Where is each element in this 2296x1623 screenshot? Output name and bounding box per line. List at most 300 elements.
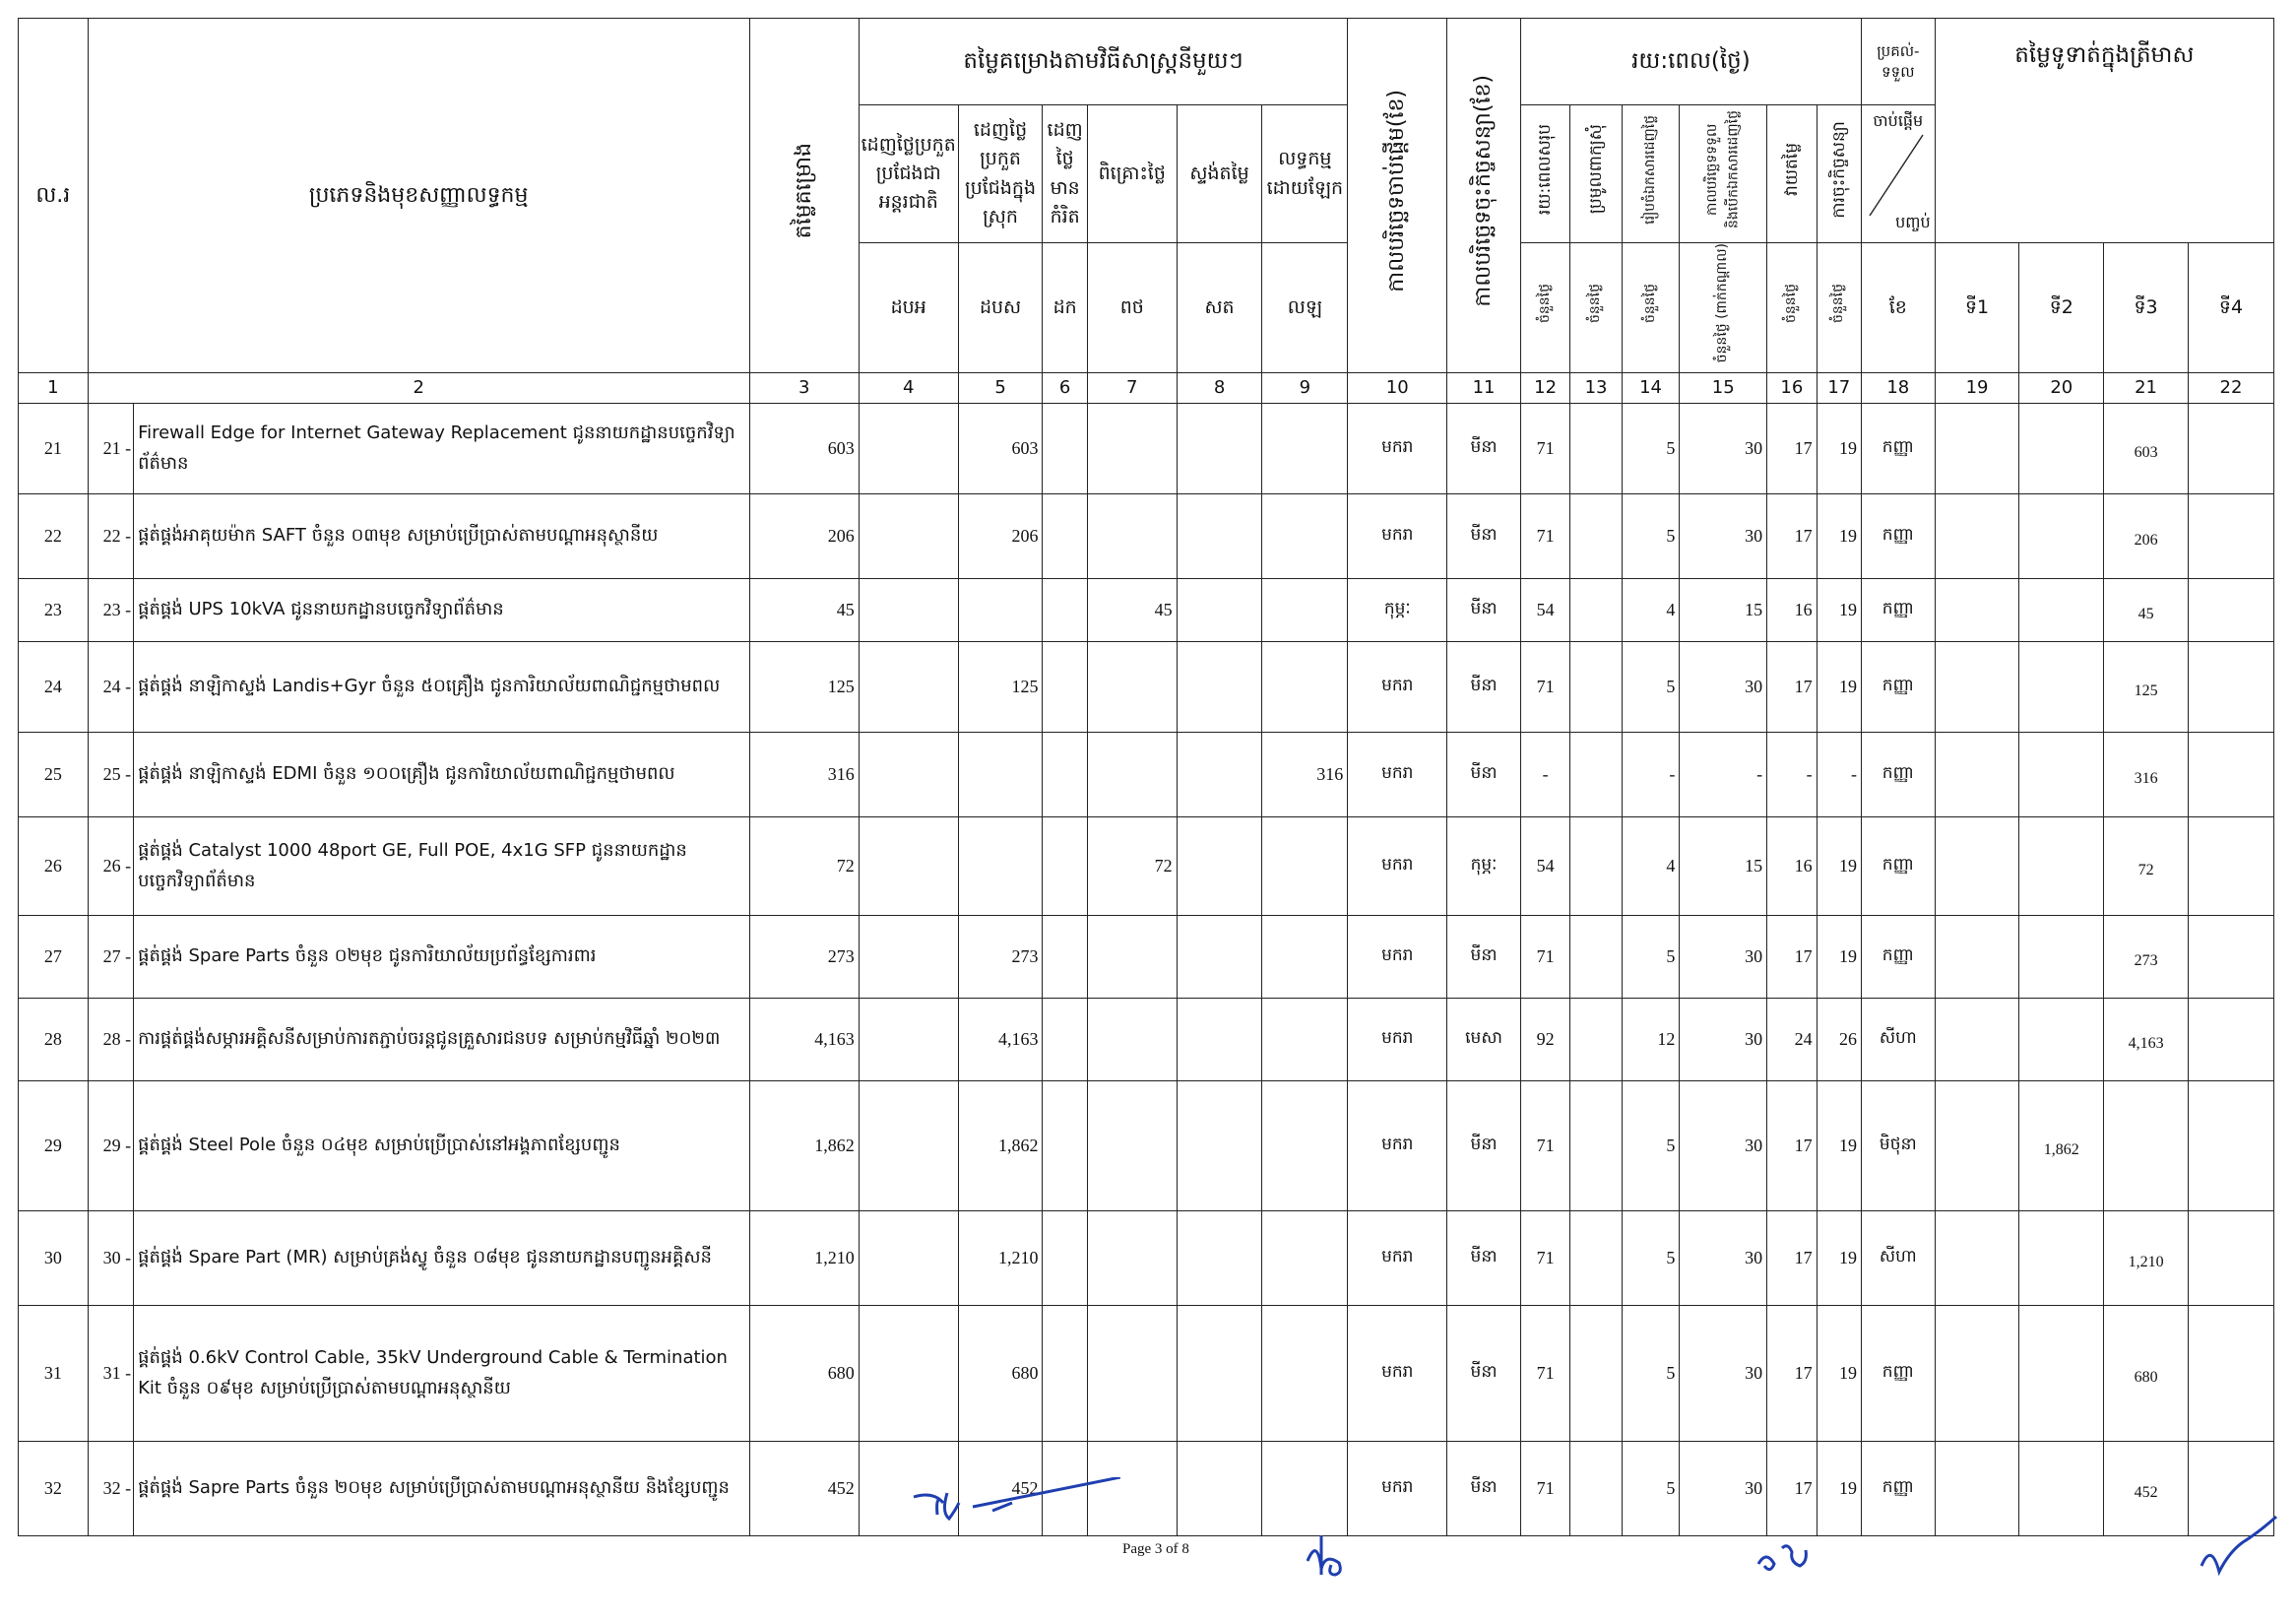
- col-estimate-header: តម្លៃគម្រោង: [749, 19, 859, 373]
- cell-d2: [1570, 1211, 1622, 1306]
- column-number: 2: [88, 373, 749, 404]
- cell-d1: 71: [1520, 1211, 1569, 1306]
- cell-m6: [1262, 1442, 1348, 1536]
- table-row: [19, 404, 2274, 494]
- column-number: 22: [2188, 373, 2273, 404]
- cell-sub: 27 -: [88, 916, 133, 999]
- cell-q3: 316: [2104, 733, 2189, 817]
- cell-q3: 72: [2104, 817, 2189, 916]
- col-methods-header: តម្លៃគម្រោងតាមវិធីសាស្ត្រនីមួយៗ: [859, 19, 1348, 105]
- cell-d5: 17: [1767, 642, 1817, 733]
- cell-m4: [1087, 1081, 1177, 1211]
- column-number-row: [19, 373, 2274, 404]
- cell-d3: 5: [1622, 1081, 1680, 1211]
- cell-d4: -: [1680, 733, 1767, 817]
- column-number: 19: [1935, 373, 2019, 404]
- abbr-survey: សត: [1177, 243, 1262, 373]
- cell-d4: 30: [1680, 494, 1767, 579]
- cell-start: មករា: [1348, 733, 1447, 817]
- cell-recv: កញ្ញា: [1861, 1306, 1935, 1442]
- cell-start: មករា: [1348, 1306, 1447, 1442]
- cell-q1: [1935, 999, 2019, 1081]
- method-direct-contract: លទ្ធកម្មដោយឡែក: [1262, 105, 1348, 243]
- cell-estimate: 603: [749, 404, 859, 494]
- cell-contract: កុម្ភៈ: [1447, 817, 1521, 916]
- cell-q2: [2019, 1306, 2104, 1442]
- cell-sub: 22 -: [88, 494, 133, 579]
- cell-m3: [1043, 1211, 1087, 1306]
- table-row: [19, 494, 2274, 579]
- cell-no: 24: [19, 642, 89, 733]
- receive-end-label: បញ្ចប់: [1895, 212, 1931, 231]
- cell-sub: 21 -: [88, 404, 133, 494]
- cell-desc: ផ្គត់ផ្គង់ 0.6kV Control Cable, 35kV Underground Cable & Termination Kit ចំនួន ០៩មុខ សម្រាប់ប្រើប្រាស់តាមបណ្តាអនុស្ថានីយ: [134, 1306, 750, 1442]
- column-number: 7: [1087, 373, 1177, 404]
- cell-d4: 30: [1680, 999, 1767, 1081]
- cell-d1: -: [1520, 733, 1569, 817]
- cell-m2: 680: [958, 1306, 1043, 1442]
- cell-m4: [1087, 733, 1177, 817]
- cell-m5: [1177, 642, 1262, 733]
- cell-contract: មេសា: [1447, 999, 1521, 1081]
- cell-d5: 16: [1767, 817, 1817, 916]
- cell-no: 26: [19, 817, 89, 916]
- cell-d1: 71: [1520, 916, 1569, 999]
- cell-q2: [2019, 1442, 2104, 1536]
- column-number: 3: [749, 373, 859, 404]
- cell-no: 31: [19, 1306, 89, 1442]
- cell-estimate: 452: [749, 1442, 859, 1536]
- table-body: [19, 404, 2274, 1536]
- cell-start: មករា: [1348, 999, 1447, 1081]
- procurement-plan-sheet: [18, 18, 2274, 1503]
- column-number: 11: [1447, 373, 1521, 404]
- cell-no: 23: [19, 579, 89, 642]
- cell-no: 30: [19, 1211, 89, 1306]
- cell-d6: 19: [1817, 494, 1861, 579]
- cell-q1: [1935, 817, 2019, 916]
- cell-m6: [1262, 1306, 1348, 1442]
- receive-unit: ខែ: [1861, 243, 1935, 373]
- cell-m4: [1087, 642, 1177, 733]
- cell-q4: [2188, 642, 2273, 733]
- cell-contract: មីនា: [1447, 642, 1521, 733]
- cell-d1: 71: [1520, 642, 1569, 733]
- column-number: 15: [1680, 373, 1767, 404]
- cell-m1: [859, 999, 958, 1081]
- cell-d4: 30: [1680, 642, 1767, 733]
- cell-q4: [2188, 1081, 2273, 1211]
- cell-start: មករា: [1348, 916, 1447, 999]
- col-type-header: ប្រភេទនិងមុខសញ្ញាលទ្ធកម្ម: [88, 19, 749, 373]
- cell-d4: 30: [1680, 916, 1767, 999]
- cell-d6: 26: [1817, 999, 1861, 1081]
- unit-open-bid: ចំនួនថ្ងៃ (ពាក់កណ្តាល): [1680, 243, 1767, 373]
- cell-q1: [1935, 642, 2019, 733]
- column-number: 1: [19, 373, 89, 404]
- abbr-international: ដបអ: [859, 243, 958, 373]
- cell-d3: 5: [1622, 494, 1680, 579]
- cell-q2: [2019, 817, 2104, 916]
- cell-recv: កញ្ញា: [1861, 817, 1935, 916]
- cell-m2: [958, 817, 1043, 916]
- unit-prepare: ចំនួនថ្ងៃ: [1622, 243, 1680, 373]
- cell-m1: [859, 817, 958, 916]
- cell-recv: សីហា: [1861, 1211, 1935, 1306]
- cell-contract: មីនា: [1447, 916, 1521, 999]
- cell-d6: 19: [1817, 817, 1861, 916]
- cell-d2: [1570, 642, 1622, 733]
- cell-recv: កញ្ញា: [1861, 1442, 1935, 1536]
- cell-m4: 72: [1087, 817, 1177, 916]
- cell-desc: ផ្គត់ផ្គង់ Spare Part (MR) សម្រាប់គ្រង់ស្វូ ចំនួន ០៨មុខ ជូននាយកដ្ឋានបញ្ជូនអគ្គិសនី: [134, 1211, 750, 1306]
- cell-d3: 4: [1622, 579, 1680, 642]
- cell-q4: [2188, 404, 2273, 494]
- cell-q3: 452: [2104, 1442, 2189, 1536]
- col-start-month-header: កាលបរិច្ឆេទចាប់ផ្តើម(ខែ): [1348, 19, 1447, 373]
- duration-total: រយ:ពេលសរុប: [1520, 105, 1569, 243]
- cell-sub: 24 -: [88, 642, 133, 733]
- cell-desc: ផ្គត់ផ្គង់ នាឡិកាស្ទង់ EDMI ចំនួន ១០០គ្រឿង ជូនការិយាល័យពាណិជ្ជកម្មថាមពល: [134, 733, 750, 817]
- cell-m5: [1177, 579, 1262, 642]
- col-receive-header: ប្រគល់-ទទួល: [1861, 19, 1935, 105]
- method-consultation: ពិគ្រោះថ្លៃ: [1087, 105, 1177, 243]
- cell-q4: [2188, 733, 2273, 817]
- cell-m1: [859, 1306, 958, 1442]
- abbr-limited: ដក: [1043, 243, 1087, 373]
- cell-d1: 71: [1520, 1081, 1569, 1211]
- cell-d6: 19: [1817, 916, 1861, 999]
- cell-q3: 273: [2104, 916, 2189, 999]
- cell-d1: 54: [1520, 817, 1569, 916]
- receive-start-end: [1861, 105, 1935, 243]
- cell-d6: 19: [1817, 1306, 1861, 1442]
- cell-m5: [1177, 999, 1262, 1081]
- cell-m1: [859, 404, 958, 494]
- cell-m5: [1177, 733, 1262, 817]
- cell-contract: មីនា: [1447, 1306, 1521, 1442]
- column-number: 5: [958, 373, 1043, 404]
- cell-d5: 17: [1767, 916, 1817, 999]
- cell-d6: 19: [1817, 1081, 1861, 1211]
- table-row: [19, 999, 2274, 1081]
- cell-start: មករា: [1348, 1081, 1447, 1211]
- cell-q1: [1935, 916, 2019, 999]
- table-row: [19, 916, 2274, 999]
- cell-m5: [1177, 1442, 1262, 1536]
- cell-d2: [1570, 1081, 1622, 1211]
- cell-m1: [859, 1081, 958, 1211]
- cell-m1: [859, 494, 958, 579]
- cell-estimate: 125: [749, 642, 859, 733]
- table-row: [19, 817, 2274, 916]
- cell-d6: 19: [1817, 404, 1861, 494]
- cell-m1: [859, 1211, 958, 1306]
- cell-q4: [2188, 1211, 2273, 1306]
- cell-desc: ផ្គត់ផ្គង់ Catalyst 1000 48port GE, Full POE, 4x1G SFP ជូននាយកដ្ឋានបច្ចេកវិទ្យាព័ត៌មាន: [134, 817, 750, 916]
- cell-q4: [2188, 494, 2273, 579]
- cell-m1: [859, 916, 958, 999]
- duration-sign: ការចុះកិច្ចសន្យា: [1817, 105, 1861, 243]
- cell-q2: [2019, 999, 2104, 1081]
- cell-d2: [1570, 1442, 1622, 1536]
- cell-m5: [1177, 916, 1262, 999]
- cell-m6: [1262, 1081, 1348, 1211]
- cell-q1: [1935, 404, 2019, 494]
- cell-m2: 125: [958, 642, 1043, 733]
- method-national-bid: ដេញថ្លៃប្រកួតប្រជែងក្នុងស្រុក: [958, 105, 1043, 243]
- col-no-header: ល.រ: [19, 19, 89, 373]
- cell-m3: [1043, 579, 1087, 642]
- cell-q2: [2019, 1211, 2104, 1306]
- cell-q2: [2019, 916, 2104, 999]
- cell-desc: ផ្គត់ផ្គង់ នាឡិកាស្ទង់ Landis+Gyr ចំនួន ៥០គ្រឿង ជូនការិយាល័យពាណិជ្ជកម្មថាមពល: [134, 642, 750, 733]
- cell-d3: 5: [1622, 642, 1680, 733]
- cell-q3: 206: [2104, 494, 2189, 579]
- cell-m3: [1043, 642, 1087, 733]
- cell-m5: [1177, 1211, 1262, 1306]
- quarter-4: ទី4: [2188, 243, 2273, 373]
- duration-evaluate: វាយតម្លៃ: [1767, 105, 1817, 243]
- cell-m6: [1262, 1211, 1348, 1306]
- table-row: [19, 1306, 2274, 1442]
- cell-estimate: 45: [749, 579, 859, 642]
- cell-no: 22: [19, 494, 89, 579]
- cell-q2: [2019, 579, 2104, 642]
- cell-desc: ផ្គត់ផ្គង់ Spare Parts ចំនួន ០២មុខ ជូនការិយាល័យប្រព័ន្ធខ្សែការពារ: [134, 916, 750, 999]
- cell-no: 27: [19, 916, 89, 999]
- cell-recv: កញ្ញា: [1861, 642, 1935, 733]
- cell-q3: 1,210: [2104, 1211, 2189, 1306]
- cell-start: មករា: [1348, 404, 1447, 494]
- cell-m6: [1262, 817, 1348, 916]
- cell-d4: 30: [1680, 404, 1767, 494]
- cell-sub: 29 -: [88, 1081, 133, 1211]
- col-contract-month-header: កាលបរិច្ឆេទចុះកិច្ចសន្យា(ខែ): [1447, 19, 1521, 373]
- cell-q3: 125: [2104, 642, 2189, 733]
- duration-open-bid: កាលបរិច្ឆេទទទួលនិងបើកឯកសារដេញថ្លៃ: [1680, 105, 1767, 243]
- method-limited-bid: ដេញថ្លៃមានកំរិត: [1043, 105, 1087, 243]
- cell-q3: [2104, 1081, 2189, 1211]
- page-number: Page 3 of 8: [1122, 1541, 1189, 1557]
- column-number: 10: [1348, 373, 1447, 404]
- cell-m1: [859, 733, 958, 817]
- cell-m3: [1043, 999, 1087, 1081]
- signature-initial-2: [1300, 1531, 1359, 1581]
- cell-no: 21: [19, 404, 89, 494]
- cell-d2: [1570, 579, 1622, 642]
- cell-estimate: 72: [749, 817, 859, 916]
- cell-d1: 71: [1520, 1442, 1569, 1536]
- cell-contract: មីនា: [1447, 494, 1521, 579]
- cell-q1: [1935, 579, 2019, 642]
- cell-m6: [1262, 642, 1348, 733]
- column-number: 4: [859, 373, 958, 404]
- unit-collect: ចំនួនថ្ងៃ: [1570, 243, 1622, 373]
- cell-sub: 30 -: [88, 1211, 133, 1306]
- table-row: [19, 1081, 2274, 1211]
- cell-recv: មិថុនា: [1861, 1081, 1935, 1211]
- cell-m3: [1043, 494, 1087, 579]
- cell-desc: ផ្គត់ផ្គង់អាគុយម៉ាក SAFT ចំនួន ០៣មុខ សម្រាប់ប្រើប្រាស់តាមបណ្តាអនុស្ថានីយ: [134, 494, 750, 579]
- cell-estimate: 680: [749, 1306, 859, 1442]
- cell-m6: 316: [1262, 733, 1348, 817]
- column-number: 8: [1177, 373, 1262, 404]
- signature-initial-3: [1753, 1536, 1821, 1581]
- cell-recv: កញ្ញា: [1861, 579, 1935, 642]
- cell-sub: 23 -: [88, 579, 133, 642]
- column-number: 6: [1043, 373, 1087, 404]
- cell-d6: 19: [1817, 579, 1861, 642]
- cell-m6: [1262, 404, 1348, 494]
- cell-d5: 17: [1767, 1306, 1817, 1442]
- cell-q4: [2188, 817, 2273, 916]
- column-number: 18: [1861, 373, 1935, 404]
- cell-sub: 26 -: [88, 817, 133, 916]
- abbr-direct: លឡ: [1262, 243, 1348, 373]
- method-international-bid: ដេញថ្លៃប្រកួតប្រជែងជាអន្តរជាតិ: [859, 105, 958, 243]
- cell-start: មករា: [1348, 817, 1447, 916]
- cell-no: 25: [19, 733, 89, 817]
- cell-sub: 31 -: [88, 1306, 133, 1442]
- cell-start: មករា: [1348, 1442, 1447, 1536]
- cell-desc: Firewall Edge for Internet Gateway Replacement ជូននាយកដ្ឋានបច្ចេកវិទ្យាព័ត៌មាន: [134, 404, 750, 494]
- signature-initial-1: [904, 1477, 1120, 1546]
- cell-q3: 603: [2104, 404, 2189, 494]
- cell-m3: [1043, 1081, 1087, 1211]
- cell-m2: 1,862: [958, 1081, 1043, 1211]
- cell-d5: 24: [1767, 999, 1817, 1081]
- cell-d6: 19: [1817, 1442, 1861, 1536]
- column-number: 9: [1262, 373, 1348, 404]
- cell-m3: [1043, 916, 1087, 999]
- cell-sub: 32 -: [88, 1442, 133, 1536]
- duration-prepare: រៀបចំឯកសារដេញថ្លៃ: [1622, 105, 1680, 243]
- cell-d1: 71: [1520, 494, 1569, 579]
- method-price-survey: ស្ទង់តម្លៃ: [1177, 105, 1262, 243]
- cell-q2: 1,862: [2019, 1081, 2104, 1211]
- col-payment-header: តម្លៃទូទាត់ក្នុងត្រីមាស: [1935, 19, 2273, 243]
- cell-d4: 30: [1680, 1081, 1767, 1211]
- cell-d5: 17: [1767, 404, 1817, 494]
- col-duration-header: រយ:ពេល(ថ្ងៃ): [1520, 19, 1861, 105]
- cell-desc: ផ្គត់ផ្គង់ Steel Pole ចំនួន ០៤មុខ សម្រាប់ប្រើប្រាស់នៅអង្គភាពខ្សែបញ្ជូន: [134, 1081, 750, 1211]
- cell-d2: [1570, 999, 1622, 1081]
- cell-estimate: 273: [749, 916, 859, 999]
- cell-recv: កញ្ញា: [1861, 404, 1935, 494]
- cell-m5: [1177, 817, 1262, 916]
- cell-m2: [958, 579, 1043, 642]
- cell-contract: មីនា: [1447, 733, 1521, 817]
- cell-d4: 30: [1680, 1306, 1767, 1442]
- cell-start: មករា: [1348, 1211, 1447, 1306]
- cell-d6: 19: [1817, 642, 1861, 733]
- cell-m5: [1177, 1306, 1262, 1442]
- cell-m3: [1043, 404, 1087, 494]
- abbr-national: ដបស: [958, 243, 1043, 373]
- cell-start: មករា: [1348, 494, 1447, 579]
- cell-d3: 4: [1622, 817, 1680, 916]
- cell-estimate: 1,862: [749, 1081, 859, 1211]
- quarter-1: ទី1: [1935, 243, 2019, 373]
- cell-q1: [1935, 1442, 2019, 1536]
- cell-m4: 45: [1087, 579, 1177, 642]
- cell-d3: -: [1622, 733, 1680, 817]
- cell-m4: [1087, 1211, 1177, 1306]
- cell-d1: 71: [1520, 404, 1569, 494]
- cell-m2: 273: [958, 916, 1043, 999]
- cell-q1: [1935, 1211, 2019, 1306]
- column-number: 17: [1817, 373, 1861, 404]
- cell-d3: 5: [1622, 1211, 1680, 1306]
- cell-d3: 12: [1622, 999, 1680, 1081]
- cell-q4: [2188, 1306, 2273, 1442]
- cell-estimate: 1,210: [749, 1211, 859, 1306]
- cell-d4: 15: [1680, 579, 1767, 642]
- cell-m4: [1087, 999, 1177, 1081]
- cell-contract: មីនា: [1447, 579, 1521, 642]
- cell-q4: [2188, 999, 2273, 1081]
- cell-recv: សីហា: [1861, 999, 1935, 1081]
- cell-contract: មីនា: [1447, 1442, 1521, 1536]
- cell-m6: [1262, 916, 1348, 999]
- cell-m6: [1262, 579, 1348, 642]
- cell-m1: [859, 642, 958, 733]
- unit-total: ចំនួនថ្ងៃ: [1520, 243, 1569, 373]
- cell-m4: [1087, 494, 1177, 579]
- cell-d1: 54: [1520, 579, 1569, 642]
- cell-d5: 17: [1767, 1442, 1817, 1536]
- table-row: [19, 642, 2274, 733]
- cell-sub: 28 -: [88, 999, 133, 1081]
- cell-m2: 4,163: [958, 999, 1043, 1081]
- cell-m6: [1262, 999, 1348, 1081]
- unit-sign: ចំនួនថ្ងៃ: [1817, 243, 1861, 373]
- cell-d2: [1570, 494, 1622, 579]
- cell-m5: [1177, 1081, 1262, 1211]
- cell-contract: មីនា: [1447, 1211, 1521, 1306]
- cell-q3: 45: [2104, 579, 2189, 642]
- quarter-2: ទី2: [2019, 243, 2104, 373]
- column-number: 14: [1622, 373, 1680, 404]
- cell-desc: ការផ្គត់ផ្គង់សម្ភារអគ្គិសនីសម្រាប់ការតភ្ជាប់ចរន្តជូនគ្រួសារជនបទ សម្រាប់កម្មវិធីឆ្នាំ ២០២៣: [134, 999, 750, 1081]
- cell-m3: [1043, 733, 1087, 817]
- cell-d5: 16: [1767, 579, 1817, 642]
- column-number: 12: [1520, 373, 1569, 404]
- cell-q3: 680: [2104, 1306, 2189, 1442]
- cell-m4: [1087, 1306, 1177, 1442]
- cell-q2: [2019, 733, 2104, 817]
- cell-d5: 17: [1767, 1081, 1817, 1211]
- cell-d6: 19: [1817, 1211, 1861, 1306]
- cell-q2: [2019, 642, 2104, 733]
- cell-d4: 30: [1680, 1211, 1767, 1306]
- cell-m4: [1087, 404, 1177, 494]
- cell-q1: [1935, 1081, 2019, 1211]
- cell-q4: [2188, 916, 2273, 999]
- column-number: 16: [1767, 373, 1817, 404]
- cell-recv: កញ្ញា: [1861, 733, 1935, 817]
- cell-m5: [1177, 404, 1262, 494]
- cell-q2: [2019, 404, 2104, 494]
- cell-m6: [1262, 494, 1348, 579]
- cell-q1: [1935, 494, 2019, 579]
- cell-start: មករា: [1348, 642, 1447, 733]
- cell-estimate: 206: [749, 494, 859, 579]
- cell-d1: 92: [1520, 999, 1569, 1081]
- column-number: 21: [2104, 373, 2189, 404]
- cell-d5: 17: [1767, 1211, 1817, 1306]
